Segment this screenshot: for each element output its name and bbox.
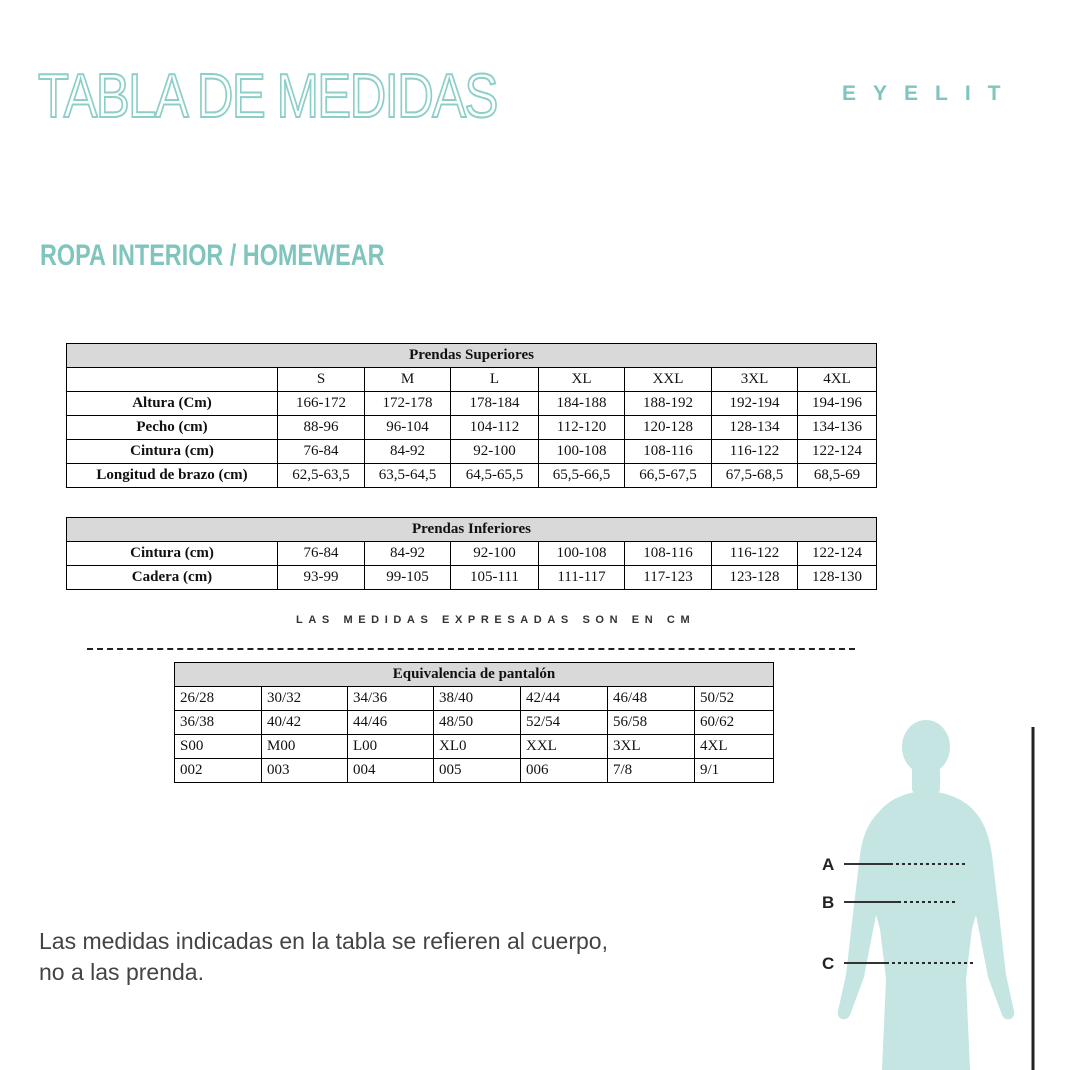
table-cell: 88-96 — [278, 416, 365, 440]
table-row — [67, 392, 877, 416]
table-cell: 3XL — [608, 735, 695, 759]
table-cell: XL0 — [434, 735, 521, 759]
size-header-cell: XXL — [625, 368, 712, 392]
table-cell: 166-172 — [278, 392, 365, 416]
table-cell: 122-124 — [798, 542, 877, 566]
table-cell: 002 — [175, 759, 262, 783]
table-cell: 120-128 — [625, 416, 712, 440]
table-cell: 100-108 — [539, 440, 625, 464]
table-row — [67, 566, 877, 590]
table-cell: 60/62 — [695, 711, 774, 735]
table-cell: 76-84 — [278, 542, 365, 566]
row-label: Longitud de brazo (cm) — [67, 464, 278, 488]
table-cell: 50/52 — [695, 687, 774, 711]
table-cell: 30/32 — [262, 687, 348, 711]
size-header-cell: M — [365, 368, 451, 392]
table-cell: 184-188 — [539, 392, 625, 416]
table-cell: 112-120 — [539, 416, 625, 440]
page-title: TABLA DE MEDIDAS — [38, 62, 497, 131]
table-cell: 92-100 — [451, 542, 539, 566]
table-row — [175, 759, 774, 783]
table-cell: 92-100 — [451, 440, 539, 464]
table-cell: 99-105 — [365, 566, 451, 590]
table-cell: 178-184 — [451, 392, 539, 416]
size-header-cell: XL — [539, 368, 625, 392]
lower-garments-table — [66, 517, 877, 590]
table-cell: 62,5-63,5 — [278, 464, 365, 488]
row-label: Pecho (cm) — [67, 416, 278, 440]
table-cell: M00 — [262, 735, 348, 759]
table-cell: 67,5-68,5 — [712, 464, 798, 488]
table-cell: 38/40 — [434, 687, 521, 711]
table-cell: 004 — [348, 759, 434, 783]
table-cell: XXL — [521, 735, 608, 759]
table-cell: 117-123 — [625, 566, 712, 590]
table-cell: 006 — [521, 759, 608, 783]
body-silhouette-figure — [820, 715, 1070, 1070]
row-label: Altura (Cm) — [67, 392, 278, 416]
table-cell: 108-116 — [625, 440, 712, 464]
table-cell: 96-104 — [365, 416, 451, 440]
note-line: Las medidas indicadas en la tabla se refieren al cuerpo, — [39, 928, 608, 954]
table-cell: 123-128 — [712, 566, 798, 590]
table-row — [67, 542, 877, 566]
size-header-cell: S — [278, 368, 365, 392]
table-cell: 188-192 — [625, 392, 712, 416]
table-cell: 84-92 — [365, 542, 451, 566]
table-cell: 194-196 — [798, 392, 877, 416]
row-label: Cadera (cm) — [67, 566, 278, 590]
table-cell: 005 — [434, 759, 521, 783]
table-cell: 76-84 — [278, 440, 365, 464]
table-cell: 64,5-65,5 — [451, 464, 539, 488]
table-row — [175, 735, 774, 759]
upper-garments-table — [66, 343, 877, 488]
table-cell: 128-134 — [712, 416, 798, 440]
size-header-cell: 3XL — [712, 368, 798, 392]
table-cell: 134-136 — [798, 416, 877, 440]
table-row — [175, 711, 774, 735]
marker-label: B — [822, 893, 835, 912]
table-cell: 42/44 — [521, 687, 608, 711]
table-row — [67, 416, 877, 440]
table-cell: 93-99 — [278, 566, 365, 590]
table-cell: L00 — [348, 735, 434, 759]
table-cell: 68,5-69 — [798, 464, 877, 488]
table-cell: 40/42 — [262, 711, 348, 735]
table-row — [175, 687, 774, 711]
table-cell: 48/50 — [434, 711, 521, 735]
table-cell: 105-111 — [451, 566, 539, 590]
table-cell: 44/46 — [348, 711, 434, 735]
size-header-cell: 4XL — [798, 368, 877, 392]
table-cell: 36/38 — [175, 711, 262, 735]
table-cell: 100-108 — [539, 542, 625, 566]
pants-equivalence-table — [174, 662, 774, 783]
table-cell: 192-194 — [712, 392, 798, 416]
table-cell: 116-122 — [712, 440, 798, 464]
table-cell: 56/58 — [608, 711, 695, 735]
table-cell: 34/36 — [348, 687, 434, 711]
table-cell: 66,5-67,5 — [625, 464, 712, 488]
table-cell: 111-117 — [539, 566, 625, 590]
dashed-divider — [87, 648, 855, 650]
upper-table-caption: Prendas Superiores — [67, 344, 877, 368]
table-cell: 128-130 — [798, 566, 877, 590]
section-subtitle: ROPA INTERIOR / HOMEWEAR — [40, 239, 385, 272]
table-cell: 63,5-64,5 — [365, 464, 451, 488]
brand-logo: EYELIT — [842, 82, 1018, 105]
units-note: LAS MEDIDAS EXPRESADAS SON EN CM — [296, 614, 696, 626]
table-cell: 52/54 — [521, 711, 608, 735]
table-cell: 65,5-66,5 — [539, 464, 625, 488]
table-cell: 116-122 — [712, 542, 798, 566]
row-label: Cintura (cm) — [67, 542, 278, 566]
table-cell: 4XL — [695, 735, 774, 759]
body-measurement-note — [39, 926, 608, 988]
table-cell: 46/48 — [608, 687, 695, 711]
table-row — [67, 464, 877, 488]
row-label: Cintura (cm) — [67, 440, 278, 464]
table-cell: 84-92 — [365, 440, 451, 464]
table-cell: 104-112 — [451, 416, 539, 440]
note-line: no a las prenda. — [39, 959, 204, 985]
table-cell: 7/8 — [608, 759, 695, 783]
size-header-cell: L — [451, 368, 539, 392]
human-silhouette-icon — [838, 720, 1015, 1070]
table-cell: 108-116 — [625, 542, 712, 566]
pants-table-caption: Equivalencia de pantalón — [175, 663, 774, 687]
marker-label: C — [822, 954, 835, 973]
table-cell: 122-124 — [798, 440, 877, 464]
lower-table-caption: Prendas Inferiores — [67, 518, 877, 542]
size-header-row — [67, 368, 877, 392]
table-cell: 003 — [262, 759, 348, 783]
table-cell: 172-178 — [365, 392, 451, 416]
empty-header-cell — [67, 368, 278, 392]
table-cell: 9/1 — [695, 759, 774, 783]
table-cell: S00 — [175, 735, 262, 759]
table-row — [67, 440, 877, 464]
table-cell: 26/28 — [175, 687, 262, 711]
marker-label: A — [822, 855, 835, 874]
